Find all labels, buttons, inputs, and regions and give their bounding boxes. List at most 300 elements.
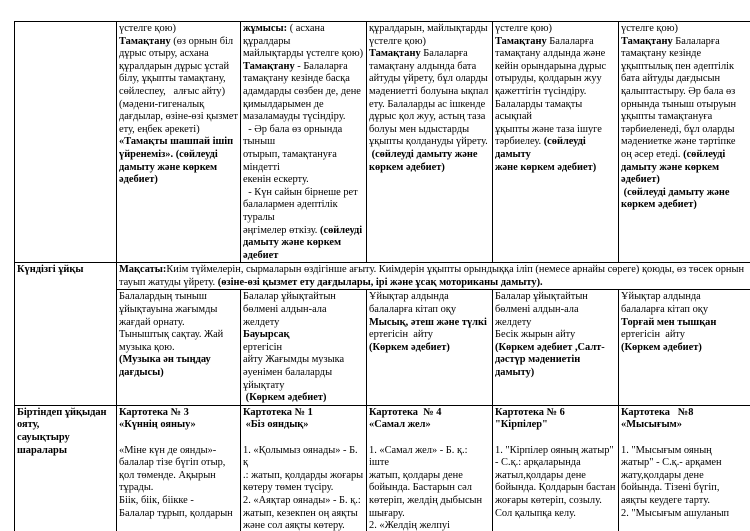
- text-run: майлықтарды үстелге қою): [243, 48, 364, 60]
- text-run: бойында. Қолдарын бастан: [495, 482, 616, 494]
- text-line: [369, 124, 490, 137]
- wake-label: [15, 405, 117, 531]
- text-run: [621, 432, 624, 443]
- text-line: [621, 199, 748, 212]
- text-line: [621, 174, 748, 187]
- text-run: үстелге қою): [621, 23, 678, 34]
- text-run-bold: дәстүр мәдениетін: [495, 354, 581, 366]
- text-line: [243, 23, 364, 48]
- table-row: [15, 22, 750, 263]
- text-line: [369, 291, 490, 304]
- text-line: [621, 329, 748, 342]
- text-line: [369, 495, 490, 508]
- text-run: дағдылар, өзіне-өзі қызмет: [119, 111, 238, 123]
- text-line: [119, 457, 238, 470]
- text-run: мазаламауды түсіндіру.: [243, 111, 346, 123]
- text-line: [621, 73, 748, 86]
- text-line: [243, 111, 364, 124]
- label-line: сауықтыру: [17, 432, 70, 443]
- text-run: орнында тыныш отыруын: [621, 98, 737, 110]
- text-line: [621, 457, 748, 470]
- text-run-bold: дамыту және көркем: [119, 161, 218, 173]
- meal-cell-day1: [117, 22, 241, 263]
- text-run: оң әсер етеді.: [621, 148, 684, 160]
- text-line: [495, 99, 616, 124]
- text-run-bold: Торғай мен тышқан: [621, 316, 717, 328]
- text-run: мәдениетті болуына ықпал: [369, 85, 489, 97]
- text-run: жатыл,қолдары дене: [495, 469, 586, 481]
- text-run: 2. "Мысығым ашуланып: [621, 507, 730, 519]
- text-run-bold: көркем әдебиет): [369, 161, 445, 173]
- text-line: [243, 99, 364, 112]
- text-line: [243, 86, 364, 99]
- text-line: [119, 149, 238, 162]
- text-line: [369, 520, 490, 531]
- wake-cell-day1: [117, 405, 241, 531]
- text-line: [621, 111, 748, 124]
- text-line: [495, 36, 616, 49]
- text-run: [243, 432, 246, 443]
- text-line: [495, 291, 616, 304]
- text-line: [495, 342, 616, 355]
- text-line: [621, 86, 748, 99]
- text-run: (өз орнын біл: [170, 35, 234, 47]
- text-run-bold: (Көркем әдебиет): [243, 392, 327, 404]
- text-line: [621, 317, 748, 330]
- text-run-bold: Картотека № 6: [495, 406, 565, 418]
- text-line: [621, 48, 748, 61]
- text-line: [621, 445, 748, 458]
- text-line: [369, 86, 490, 99]
- text-line: [369, 73, 490, 86]
- wake-cell-day3: [367, 405, 493, 531]
- row-label-cell: [15, 22, 117, 263]
- text-run: 1. «Самал жел» - Б. қ.: іште: [369, 444, 471, 469]
- text-run-bold: Мысық, әтеш және түлкі: [369, 316, 487, 328]
- text-run-bold: Тамақтану: [243, 60, 295, 72]
- text-run-bold: дамыту және көркем әдебиет: [243, 237, 344, 261]
- text-run-bold: Тамақтану: [621, 35, 673, 47]
- text-run-bold: жұмысы:: [243, 23, 288, 34]
- text-line: [495, 470, 616, 483]
- text-line: [243, 48, 364, 61]
- text-run: екенін ескерту.: [243, 174, 309, 186]
- text-line: [621, 304, 748, 317]
- text-run: - Балаларға: [294, 60, 348, 72]
- text-line: [243, 342, 364, 355]
- text-line: [495, 354, 616, 367]
- text-line: [495, 407, 616, 420]
- text-run: 1. "Мысығым ояның: [621, 444, 712, 456]
- text-line: [369, 111, 490, 124]
- text-run: үстелге қою): [369, 35, 426, 47]
- text-run: Балалар тұрып, қолдарын: [119, 507, 233, 519]
- text-line: [119, 342, 238, 355]
- text-line: [621, 508, 748, 521]
- text-line: [621, 482, 748, 495]
- text-run: айтуды үйрету, бұл оларды: [369, 73, 488, 85]
- text-run: әңгімелер өткізу.: [243, 224, 321, 236]
- text-line: [119, 162, 238, 175]
- text-run: - Әр бала өз орнында тыныш: [243, 123, 345, 148]
- sleep-goal: [117, 263, 750, 290]
- text-line: [119, 419, 238, 432]
- sleep-label: Күндізгі ұйқы: [15, 263, 117, 406]
- text-line: [369, 445, 490, 470]
- text-run: бөлмені алдын-ала: [495, 304, 579, 316]
- text-line: [119, 23, 238, 36]
- text-run: 1. "Кірпілер ояның жатыр": [495, 444, 614, 456]
- text-line: [621, 162, 748, 175]
- text-run-bold: (сөйлеуді дамыту: [495, 136, 589, 160]
- text-line: [369, 136, 490, 149]
- sleep-cell-day5: [619, 290, 750, 405]
- text-run-bold: дағдысы): [119, 367, 164, 379]
- text-run: - С.қ.: арқаларында: [495, 457, 581, 469]
- text-line: [495, 124, 616, 137]
- text-run: сөйлеспеу, алғыс айту): [119, 85, 226, 97]
- text-run-bold: әдебиет): [119, 174, 158, 186]
- text-run: - Күн сайын бірнеше рет: [243, 186, 358, 198]
- label-line: шаралары: [17, 444, 67, 456]
- text-line: [621, 36, 748, 49]
- text-run: жатып, қолдары дене: [369, 469, 463, 481]
- text-run: үстелге қою): [119, 23, 176, 34]
- text-run: тәрбиеленеді, бұл оларды: [621, 123, 735, 135]
- text-run: 2. «Желдің желпуі: [369, 520, 450, 531]
- text-run-bold: (Көркем әдебиет): [369, 341, 450, 353]
- text-run: қажеттігін түсіндіру.: [495, 85, 587, 97]
- text-run: шығару.: [369, 507, 405, 519]
- text-line: [621, 61, 748, 74]
- text-line: [119, 136, 238, 149]
- text-line: [369, 36, 490, 49]
- text-run: отырып, тамақтануға міндетті: [243, 148, 340, 173]
- text-run: ұқыпты қолдануды үйрету.: [369, 136, 488, 148]
- text-line: [495, 86, 616, 99]
- text-run: және сол аяқты көтеру.: [243, 520, 345, 531]
- text-run-bold: Тамақтану: [369, 48, 421, 60]
- text-run: балаларға кітап оқу: [369, 304, 457, 316]
- text-run: айту Жағымды музыка: [243, 354, 345, 366]
- text-line: [243, 237, 364, 262]
- goal-heading: Мақсаты:: [119, 264, 167, 276]
- text-line: [621, 342, 748, 355]
- text-line: [369, 48, 490, 61]
- text-line: [621, 432, 748, 445]
- text-run: құралдарын, майлықтарды: [369, 23, 488, 34]
- text-run: балаларға кітап оқу: [621, 304, 709, 316]
- text-line: [369, 162, 490, 175]
- schedule-table: [14, 21, 750, 531]
- text-run-bold: «Тамақты шашпай ішіп: [119, 136, 234, 148]
- text-run: Сол қалыпқа келу.: [495, 507, 576, 519]
- text-run: отыруды, қолдарын жуу: [495, 73, 602, 85]
- text-line: [243, 304, 364, 329]
- text-run-bold: Картотека №8: [621, 406, 694, 418]
- text-line: [119, 174, 238, 187]
- text-line: [369, 470, 490, 483]
- text-run: Бесік жырын айту: [495, 329, 576, 341]
- text-line: [495, 48, 616, 61]
- text-line: [495, 482, 616, 495]
- text-run-bold: әдебиет): [621, 174, 660, 186]
- text-run-bold: Картотека № 3: [119, 406, 189, 418]
- text-run-bold: (Музыка ән тыңдау: [119, 354, 211, 366]
- text-line: [369, 61, 490, 74]
- text-line: [621, 419, 748, 432]
- text-run: мәдениетке және тәртіпке: [621, 136, 736, 148]
- text-line: [119, 445, 238, 458]
- text-line: [243, 380, 364, 393]
- text-run: ( асхана құралдары: [243, 23, 328, 47]
- text-line: [119, 124, 238, 137]
- text-line: [243, 419, 364, 432]
- text-run: Балалар ұйықтайтын: [495, 291, 588, 303]
- text-run-bold: (сөйлеуді дамыту және: [369, 148, 478, 160]
- text-line: [119, 329, 238, 342]
- text-run: .: жатып, қолдарды жоғары: [243, 469, 364, 481]
- text-line: [621, 470, 748, 483]
- text-line: [621, 23, 748, 36]
- text-run-bold: дамыту және көркем: [621, 161, 720, 173]
- text-run-bold: (сөйлеуді: [320, 224, 363, 236]
- label-line: ояту,: [17, 419, 40, 431]
- text-run: ету, еңбек әрекеті): [119, 123, 200, 135]
- text-line: [621, 495, 748, 508]
- text-line: [621, 124, 748, 137]
- text-line: [369, 342, 490, 355]
- goal-text: Киім түймелерін, сырмаларын өздігінше ағыту. Киімдерін ұқыпты орындыққа іліп (немесе арнайы сөреге) қоюды, өз төсек орнын тауып жатуды үйрету.: [119, 264, 745, 288]
- text-run-bold: (Көркем әдебиет): [621, 341, 702, 353]
- text-line: [243, 354, 364, 367]
- sleep-cell-day4: [493, 290, 619, 405]
- text-run: Балаларға: [672, 35, 720, 47]
- text-run: бойында. Тізені бүгіп,: [621, 482, 720, 494]
- text-line: [119, 111, 238, 124]
- text-line: [495, 329, 616, 342]
- text-line: [369, 99, 490, 112]
- text-line: [369, 317, 490, 330]
- text-run: Балалардың тыныш: [119, 291, 207, 303]
- text-run: ертегісін айту: [621, 329, 685, 341]
- text-run-bold: Картотека № 4: [369, 406, 442, 418]
- table-row: [15, 290, 750, 405]
- text-run: Балалар ұйықтайтын: [243, 291, 336, 303]
- text-run-bold: «Самал жел»: [369, 419, 431, 431]
- text-line: [495, 136, 616, 161]
- text-run-bold: дамыту): [495, 367, 535, 379]
- text-line: [369, 419, 490, 432]
- text-run: көтеру төмен түсіру.: [243, 482, 334, 494]
- goal-skills: (өзіне-өзі қызмет ету дағдылары, ірі және ұсақ моториканы дамыту).: [217, 276, 543, 288]
- text-line: [369, 304, 490, 317]
- text-run-bold: (сөйлеуді: [683, 148, 726, 160]
- text-line: [621, 99, 748, 112]
- text-run: білу, ұқыпты тамақтану,: [119, 73, 226, 85]
- text-line: [119, 99, 238, 112]
- text-run-bold: Картотека № 1: [243, 406, 313, 418]
- text-run: қол төменде. Ақырын: [119, 469, 216, 481]
- text-run: Ұйықтар алдында: [621, 291, 701, 303]
- text-line: [243, 445, 364, 470]
- text-line: [119, 86, 238, 99]
- text-line: [243, 329, 364, 342]
- text-line: [621, 291, 748, 304]
- text-run-bold: Бауырсақ: [243, 329, 290, 341]
- text-run-bold: (Көркем әдебиет ,Салт-: [495, 341, 605, 353]
- text-run: бөлмені алдын-ала желдету: [243, 304, 330, 328]
- text-run-bold: Тамақтану: [119, 35, 171, 47]
- sleep-cell-day2: [241, 290, 367, 405]
- text-run-bold: Тамақтану: [495, 35, 547, 47]
- text-run: 2. «Аяқтар оянады» - Б. қ.:: [243, 494, 361, 506]
- table-row: [15, 405, 750, 531]
- text-run: [119, 432, 122, 443]
- text-run: жатып, кезекпен оң аяқты: [243, 507, 358, 519]
- text-run: жағдай орнату.: [119, 316, 185, 328]
- text-line: [369, 329, 490, 342]
- text-line: [119, 291, 238, 304]
- table-row: [15, 263, 750, 290]
- text-line: [119, 508, 238, 521]
- text-run: Балаларды тамақты асықпай: [495, 98, 585, 123]
- text-run-bold: «Күннің ояныу»: [119, 419, 196, 431]
- text-line: [243, 367, 364, 380]
- text-line: [119, 482, 238, 495]
- wake-cell-day4: [493, 405, 619, 531]
- text-run: [495, 432, 498, 443]
- text-run: «Міне күн де оянды»-: [119, 444, 217, 456]
- text-line: [243, 124, 364, 149]
- text-run: тамақтану кезінде басқа: [243, 73, 350, 85]
- text-run-bold: және көркем әдебиет): [495, 161, 597, 173]
- text-run: көтеріп, желдің дыбысын: [369, 494, 483, 506]
- text-run-bold: көркем әдебиет): [621, 199, 697, 211]
- text-run: қалыптастыру. Әр бала өз: [621, 85, 736, 97]
- wake-cell-day5: [619, 405, 750, 531]
- text-line: [119, 317, 238, 330]
- text-run: аяқты кеудеге тарту.: [621, 494, 710, 506]
- text-line: [119, 470, 238, 483]
- text-line: [495, 304, 616, 317]
- sleep-cell-day3: [367, 290, 493, 405]
- text-line: [119, 432, 238, 445]
- text-run: балалар тізе бүгіп отыр,: [119, 457, 226, 469]
- text-run: жоғары көтеріп, созылу.: [495, 494, 602, 506]
- text-run: кейін орындарына дұрыс: [495, 60, 607, 72]
- text-run: [369, 432, 372, 443]
- text-line: [621, 149, 748, 162]
- text-line: [119, 495, 238, 508]
- text-run: балалармен әдептілік туралы: [243, 199, 341, 223]
- text-run: ертегісін: [243, 341, 283, 353]
- text-line: [495, 162, 616, 175]
- text-line: [495, 317, 616, 330]
- text-run: дұрыс отыру, асхана: [119, 48, 209, 60]
- text-line: [119, 354, 238, 367]
- text-line: [369, 149, 490, 162]
- text-line: [495, 457, 616, 470]
- text-run-bold: (сөйлеуді дамыту және: [621, 186, 730, 198]
- text-line: [243, 482, 364, 495]
- text-run: дұрыс қол жуу, астың таза: [369, 111, 486, 123]
- text-run: ұйықтату: [243, 379, 285, 391]
- text-run: тамақтану алдында бата: [369, 60, 477, 72]
- text-run: әуенімен балаларды: [243, 367, 333, 379]
- text-line: [369, 432, 490, 445]
- meal-cell-day5: [619, 22, 750, 263]
- text-run: тұрады.: [119, 482, 154, 494]
- text-line: [243, 470, 364, 483]
- text-line: [495, 419, 616, 432]
- text-line: [495, 495, 616, 508]
- text-run: бойында. Бастарын сәл: [369, 482, 472, 494]
- text-run: үстелге қою): [495, 23, 552, 34]
- text-line: [119, 36, 238, 49]
- text-run: тамақтану кезінде: [621, 48, 702, 60]
- wake-cell-day2: [241, 405, 367, 531]
- text-run-bold: "Кірпілер": [495, 419, 548, 431]
- text-line: [369, 482, 490, 495]
- text-line: [495, 61, 616, 74]
- text-line: [243, 149, 364, 174]
- text-run: Балаларға: [420, 48, 468, 60]
- sleep-cell-day1: [117, 290, 241, 405]
- text-run: тәрбиелеу.: [495, 136, 544, 148]
- text-run-bold: «Мысығым»: [621, 419, 682, 431]
- meal-cell-day2: [241, 22, 367, 263]
- text-line: [243, 520, 364, 531]
- text-line: [369, 407, 490, 420]
- text-line: [119, 407, 238, 420]
- text-line: [495, 367, 616, 380]
- text-run: желдету: [495, 316, 532, 328]
- text-run: жатыр" - С.қ.- арқамен: [621, 457, 722, 469]
- text-line: [119, 48, 238, 61]
- text-line: [243, 187, 364, 200]
- text-line: [119, 61, 238, 74]
- text-line: [119, 367, 238, 380]
- text-line: [119, 73, 238, 86]
- text-run: ету. Балаларды ас ішкенде: [369, 98, 486, 110]
- text-line: [621, 187, 748, 200]
- text-line: [621, 136, 748, 149]
- text-line: [243, 61, 364, 74]
- text-run: Балаларға: [546, 35, 594, 47]
- text-run: (мәдени-гигеналық: [119, 98, 205, 110]
- text-run: Біік, біік, біікке -: [119, 494, 194, 506]
- text-line: [495, 508, 616, 521]
- text-line: [621, 407, 748, 420]
- text-run: ұқыпты және таза ішуге: [495, 123, 602, 135]
- text-run: тамақтану алдында және: [495, 48, 606, 60]
- text-line: [369, 23, 490, 36]
- text-run-bold: «Біз ояндық»: [243, 419, 309, 431]
- text-run: адамдарды сөзбен де, дене: [243, 85, 361, 97]
- text-line: [243, 508, 364, 521]
- text-run: бата айтуды дағдысын: [621, 73, 721, 85]
- text-run: жату,қолдары дене: [621, 469, 704, 481]
- text-run: ұйықтауына жағымды: [119, 304, 218, 316]
- text-line: [243, 225, 364, 238]
- text-line: [119, 304, 238, 317]
- text-line: [495, 445, 616, 458]
- text-line: [369, 508, 490, 521]
- text-line: [243, 73, 364, 86]
- text-run: ертегісін айту: [369, 329, 433, 341]
- text-run: қимылдарымен де: [243, 98, 324, 110]
